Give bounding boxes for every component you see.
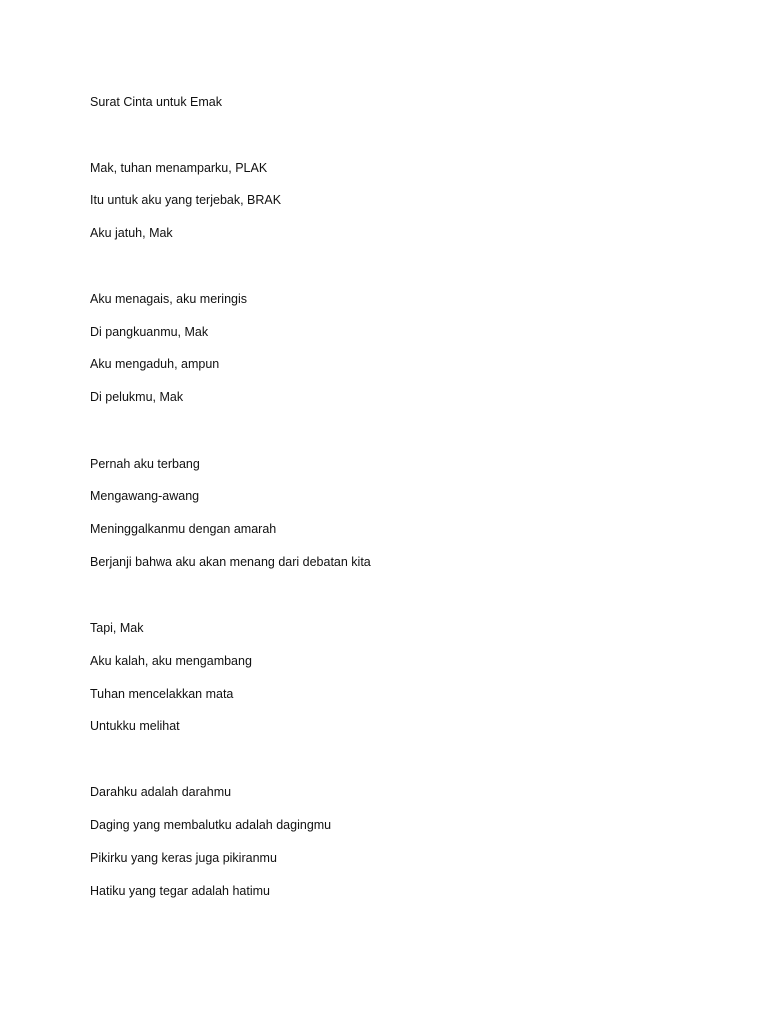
poem-line: Aku mengaduh, ampun	[90, 357, 220, 371]
poem-line: Meninggalkanmu dengan amarah	[90, 522, 277, 536]
document-title: Surat Cinta untuk Emak	[90, 95, 223, 109]
poem-line: Di pangkuanmu, Mak	[90, 325, 209, 339]
poem-line: Darahku adalah darahmu	[90, 785, 232, 799]
poem-line: Daging yang membalutku adalah dagingmu	[90, 818, 332, 832]
poem-line: Tuhan mencelakkan mata	[90, 687, 234, 701]
poem-line: Mak, tuhan menamparku, PLAK	[90, 161, 268, 175]
poem-line: Hatiku yang tegar adalah hatimu	[90, 884, 270, 898]
poem-line: Aku kalah, aku mengambang	[90, 654, 252, 668]
poem-line: Berjanji bahwa aku akan menang dari debatan kita	[90, 555, 371, 569]
poem-line: Pikirku yang keras juga pikiranmu	[90, 851, 277, 865]
poem-line: Untukku melihat	[90, 719, 180, 733]
poem-line: Di pelukmu, Mak	[90, 390, 184, 404]
poem-line: Mengawang-awang	[90, 489, 200, 503]
poem-line: Tapi, Mak	[90, 621, 144, 635]
poem-line: Aku jatuh, Mak	[90, 226, 173, 240]
poem-line: Aku menagais, aku meringis	[90, 292, 248, 306]
poem-line: Itu untuk aku yang terjebak, BRAK	[90, 193, 282, 207]
poem-line: Pernah aku terbang	[90, 457, 200, 471]
